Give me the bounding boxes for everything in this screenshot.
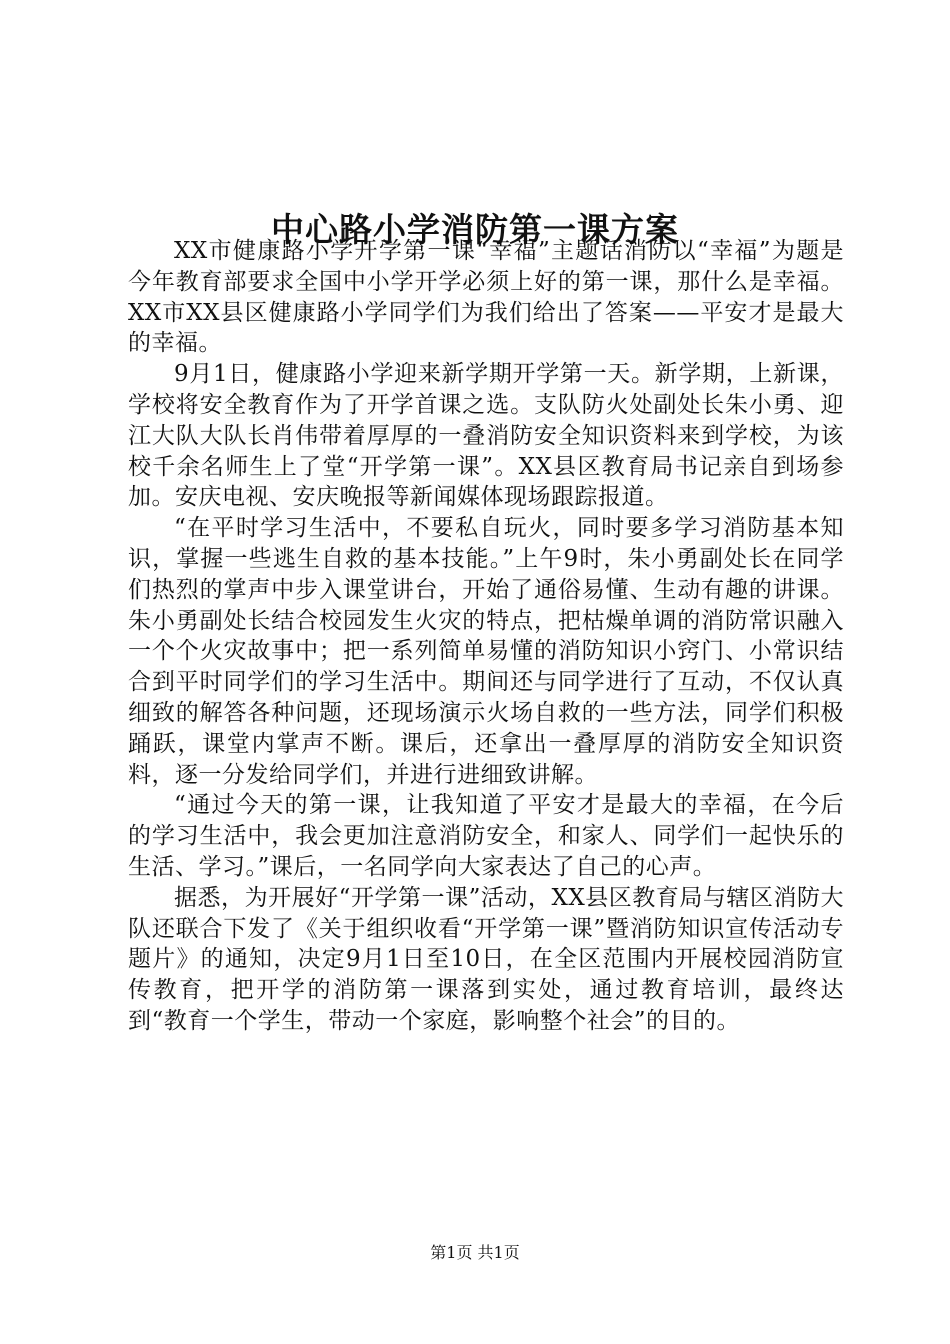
paragraph-1: XX市健康路小学开学第一课“幸福”主题话消防以“幸福”为题是今年教育部要求全国中小学开学必须上好的第一课，那什么是幸福。XX市XX县区健康路小学同学们为我们给出了答案——平安才是最大的幸福。	[128, 238, 845, 357]
paragraph-5: 据悉，为开展好“开学第一课”活动，XX县区教育局与辖区消防大队还联合下发了《关于组织收看“开学第一课”暨消防知识宣传活动专题片》的通知，决定9月1日至10日，在全区范围内开展校园消防宣传教育，把开学的消防第一课落到实处，通过教育培训，最终达到“教育一个学生，带动一个家庭，影响整个社会”的目的。	[128, 884, 844, 1034]
paragraph-2: 9月1日，健康路小学迎来新学期开学第一天。新学期，上新课，学校将安全教育作为了开学首课之选。支队防火处副处长朱小勇、迎江大队大队长肖伟带着厚厚的一叠消防安全知识资料来到学校，为该校千余名师生上了堂“开学第一课”。XX县区教育局书记亲自到场参加。安庆电视、安庆晚报等新闻媒体现场跟踪报道。	[128, 361, 844, 511]
page-footer: 第1页 共1页	[430, 1243, 520, 1262]
paragraph-4: “通过今天的第一课，让我知道了平安才是最大的幸福，在今后的学习生活中，我会更加注意消防安全，和家人、同学们一起快乐的生活、学习。”课后，一名同学向大家表达了自己的心声。	[128, 792, 844, 880]
document-body	[128, 236, 844, 1037]
paragraph-3: “在平时学习生活中，不要私自玩火，同时要多学习消防基本知识，掌握一些逃生自救的基本技能。”上午9时，朱小勇副处长在同学们热烈的掌声中步入课堂讲台，开始了通俗易懂、生动有趣的讲课。朱小勇副处长结合校园发生火灾的特点，把枯燥单调的消防常识融入一个个火灾故事中；把一系列简单易懂的消防知识小窍门、小常识结合到平时同学们的学习生活中。期间还与同学进行了互动，不仅认真细致的解答各种问题，还现场演示火场自救的一些方法，同学们积极踊跃，课堂内掌声不断。课后，还拿出一叠厚厚的消防安全知识资料，逐一分发给同学们，并进行进细致讲解。	[128, 515, 844, 788]
document-title: 中心路小学消防第一课方案	[271, 210, 679, 250]
